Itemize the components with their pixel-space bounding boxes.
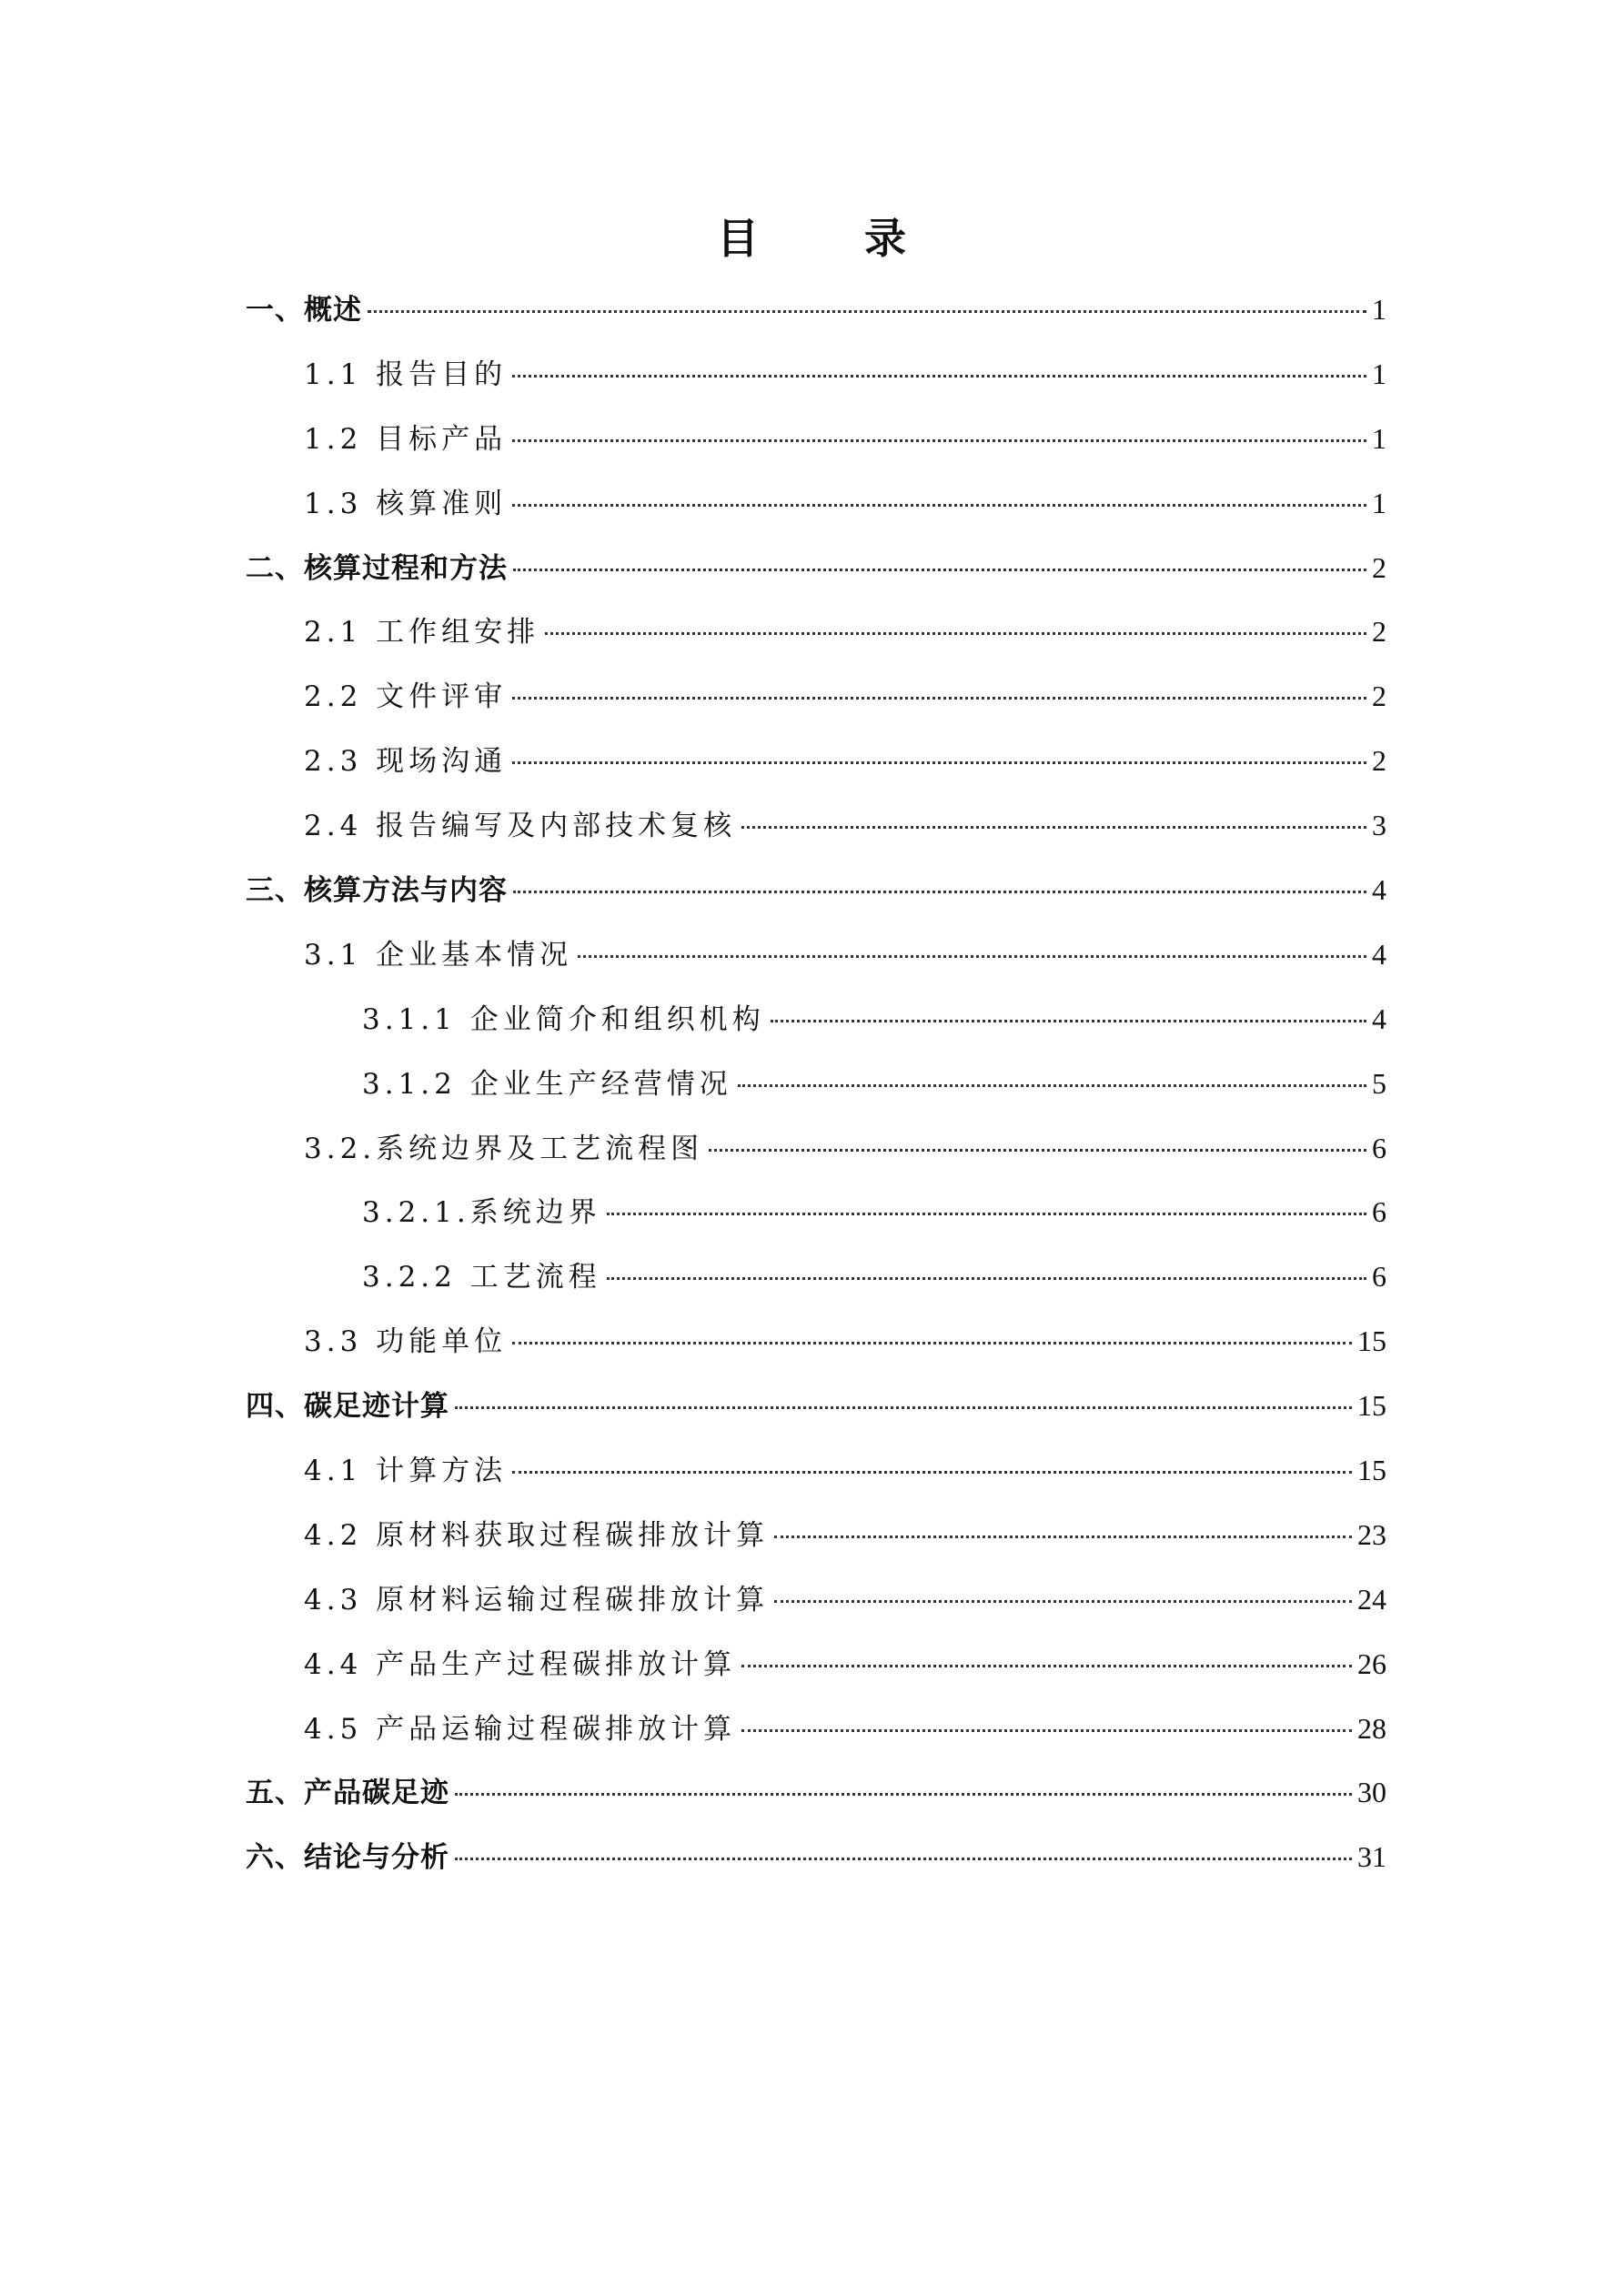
dot-leader [512, 504, 1366, 507]
toc-entry-4-5[interactable] [246, 1710, 1386, 1775]
toc-entry-label: 4.5 产品运输过程碳排放计算 [304, 1712, 737, 1746]
dot-leader [771, 1020, 1366, 1022]
dot-leader [512, 439, 1366, 442]
toc-entry-page: 1 [1372, 293, 1386, 326]
toc-entry-label: 3.1.2 企业生产经营情况 [362, 1067, 732, 1101]
table-of-contents [246, 291, 1386, 1903]
toc-entry-page: 6 [1372, 1131, 1386, 1164]
dot-leader [741, 1729, 1352, 1732]
toc-entry-label: 四、碳足迹计算 [246, 1390, 449, 1424]
toc-entry-2-3[interactable] [246, 742, 1386, 807]
dot-leader [578, 955, 1366, 958]
toc-entry-page: 5 [1372, 1066, 1386, 1100]
toc-entry-page: 2 [1372, 615, 1386, 649]
toc-entry-page: 6 [1372, 1260, 1386, 1294]
toc-entry-page: 15 [1357, 1454, 1386, 1487]
dot-leader [741, 826, 1366, 829]
toc-entry-label: 2.1 工作组安排 [304, 616, 540, 650]
toc-entry-page: 3 [1372, 809, 1386, 842]
toc-entry-label: 1.3 核算准则 [304, 487, 508, 520]
toc-entry-page: 26 [1357, 1646, 1386, 1680]
toc-entry-5[interactable] [246, 1774, 1386, 1838]
dot-leader [774, 1536, 1352, 1538]
toc-entry-page: 1 [1372, 486, 1386, 519]
toc-entry-2-2[interactable] [246, 678, 1386, 742]
toc-entry-1-1[interactable] [246, 356, 1386, 420]
toc-entry-label: 3.1 企业基本情况 [304, 938, 573, 972]
toc-entry-3-3[interactable] [246, 1323, 1386, 1387]
toc-entry-label: 三、核算方法与内容 [246, 874, 508, 908]
toc-entry-page: 24 [1357, 1582, 1386, 1616]
dot-leader [741, 1665, 1352, 1667]
toc-entry-3-2-2[interactable] [246, 1258, 1386, 1323]
toc-entry-label: 二、核算过程和方法 [246, 551, 508, 585]
dot-leader [545, 632, 1366, 635]
toc-entry-3-1[interactable] [246, 936, 1386, 1001]
toc-entry-4[interactable] [246, 1387, 1386, 1452]
toc-entry-page: 15 [1357, 1389, 1386, 1423]
dot-leader [607, 1277, 1366, 1280]
toc-entry-4-3[interactable] [246, 1581, 1386, 1646]
toc-entry-page: 1 [1372, 421, 1386, 455]
toc-entry-2-1[interactable] [246, 613, 1386, 678]
toc-entry-label: 五、产品碳足迹 [246, 1777, 449, 1810]
dot-leader [455, 1793, 1352, 1796]
toc-entry-label: 1.2 目标产品 [304, 422, 508, 456]
dot-leader [455, 1406, 1352, 1409]
toc-entry-2[interactable] [246, 549, 1386, 614]
toc-entry-label: 2.4 报告编写及内部技术复核 [304, 810, 737, 843]
toc-entry-1-3[interactable] [246, 485, 1386, 549]
toc-entry-label: 3.1.1 企业简介和组织机构 [362, 1002, 765, 1036]
toc-entry-label: 4.2 原材料获取过程碳排放计算 [304, 1518, 770, 1552]
dot-leader [607, 1213, 1366, 1215]
toc-entry-page: 4 [1372, 937, 1386, 971]
toc-entry-page: 1 [1372, 357, 1386, 390]
toc-entry-page: 2 [1372, 680, 1386, 713]
toc-entry-page: 31 [1357, 1840, 1386, 1874]
toc-entry-label: 4.3 原材料运输过程碳排放计算 [304, 1583, 770, 1616]
toc-entry-3-2-1[interactable] [246, 1193, 1386, 1258]
dot-leader [774, 1600, 1352, 1603]
toc-entry-page: 4 [1372, 873, 1386, 907]
toc-entry-4-1[interactable] [246, 1452, 1386, 1516]
toc-entry-label: 4.4 产品生产过程碳排放计算 [304, 1647, 737, 1681]
toc-entry-label: 3.2.2 工艺流程 [362, 1261, 601, 1294]
toc-entry-label: 2.2 文件评审 [304, 680, 508, 714]
toc-entry-3-1-1[interactable] [246, 1001, 1386, 1065]
dot-leader [455, 1858, 1352, 1860]
toc-entry-3-1-2[interactable] [246, 1065, 1386, 1130]
dot-leader [513, 891, 1366, 893]
toc-entry-label: 一、概述 [246, 294, 362, 327]
dot-leader [709, 1149, 1366, 1152]
toc-entry-4-2[interactable] [246, 1516, 1386, 1581]
toc-entry-2-4[interactable] [246, 807, 1386, 871]
toc-entry-3-2[interactable] [246, 1130, 1386, 1194]
page-title: 目 录 [716, 214, 952, 263]
toc-entry-3[interactable] [246, 871, 1386, 936]
toc-entry-page: 6 [1372, 1195, 1386, 1229]
toc-entry-page: 23 [1357, 1517, 1386, 1551]
dot-leader [512, 697, 1366, 700]
toc-entry-label: 3.2.1.系统边界 [362, 1196, 601, 1230]
toc-entry-label: 1.1 报告目的 [304, 357, 508, 391]
toc-entry-page: 30 [1357, 1776, 1386, 1809]
dot-leader [512, 1342, 1352, 1344]
toc-entry-1-2[interactable] [246, 420, 1386, 485]
dot-leader [512, 1471, 1352, 1474]
toc-entry-page: 4 [1372, 1002, 1386, 1035]
toc-entry-label: 六、结论与分析 [246, 1841, 449, 1875]
toc-entry-page: 15 [1357, 1324, 1386, 1358]
toc-entry-label: 3.2.系统边界及工艺流程图 [304, 1132, 704, 1165]
dot-leader [512, 761, 1366, 764]
toc-entry-label: 3.3 功能单位 [304, 1325, 508, 1359]
toc-entry-1[interactable] [246, 291, 1386, 356]
dot-leader [512, 375, 1366, 378]
toc-entry-4-4[interactable] [246, 1646, 1386, 1710]
toc-entry-page: 2 [1372, 550, 1386, 584]
dot-leader [368, 310, 1366, 313]
dot-leader [738, 1084, 1366, 1087]
toc-entry-page: 28 [1357, 1711, 1386, 1745]
toc-entry-page: 2 [1372, 744, 1386, 778]
dot-leader [513, 569, 1366, 571]
toc-entry-6[interactable] [246, 1838, 1386, 1903]
toc-entry-label: 2.3 现场沟通 [304, 745, 508, 779]
toc-entry-label: 4.1 计算方法 [304, 1455, 508, 1488]
